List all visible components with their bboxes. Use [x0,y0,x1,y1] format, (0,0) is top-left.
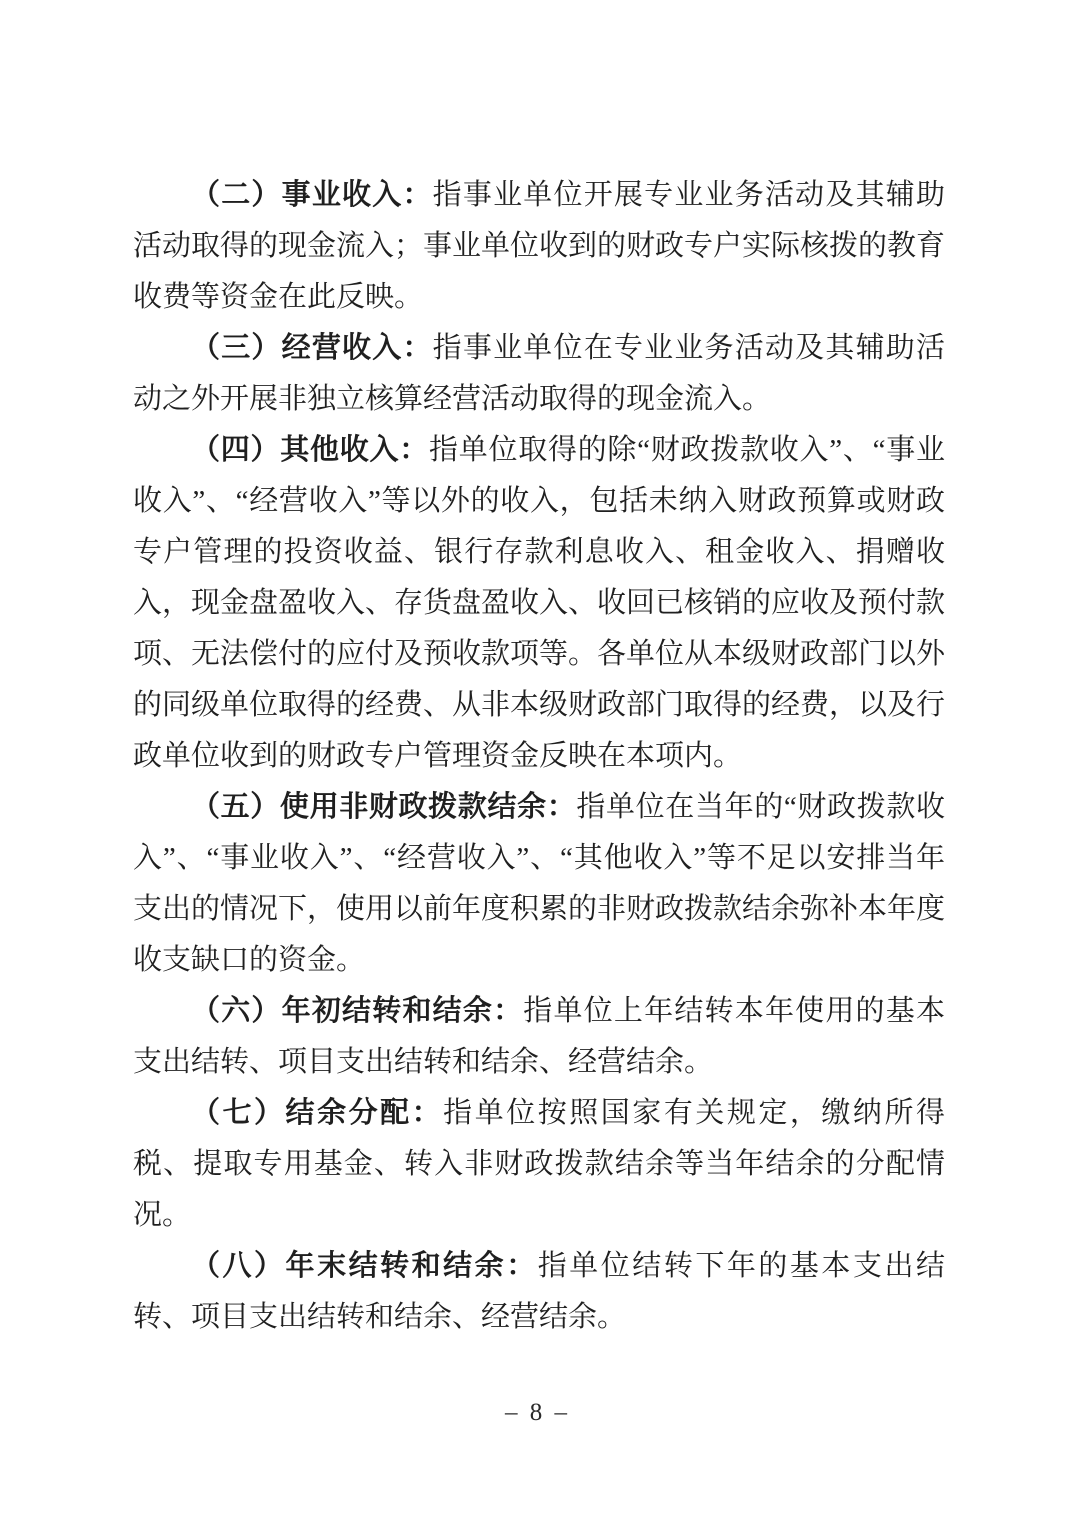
paragraph-lead: （八）年末结转和结余： [191,1250,538,1282]
paragraph-text: 指单位按照国家有关规定，缴纳所得税、提取专用基金、转入非财政拨款结余等当年结余的分配情况。 [133,1097,945,1231]
paragraph-lead: （七）结余分配： [191,1097,444,1129]
paragraph-text: 指单位上年结转本年使用的基本支出结转、项目支出结转和结余、经营结余。 [133,995,945,1078]
paragraph-text: 指事业单位在专业业务活动及其辅助活动之外开展非独立核算经营活动取得的现金流入。 [133,332,945,415]
paragraph [133,986,945,1088]
paragraph-lead: （五）使用非财政拨款结余： [191,791,577,823]
page-footer [0,1398,1075,1428]
paragraph-text: 指单位取得的除“财政拨款收入”、“事业收入”、“经营收入”等以外的收入，包括未纳入财政预算或财政专户管理的投资收益、银行存款利息收入、租金收入、捐赠收入，现金盘盈收入、存货盘盈收入、收回已核销的应收及预付款项、无法偿付的应付及预收款项等。各单位从本级财政部门以外的同级单位取得的经费、从非本级财政部门取得的经费，以及行政单位收到的财政专户管理资金反映在本项内。 [133,434,946,772]
paragraph-lead: （二）事业收入： [191,179,433,211]
paragraph-text: 指单位在当年的“财政拨款收入”、“事业收入”、“经营收入”、“其他收入”等不足以安排当年支出的情况下，使用以前年度积累的非财政拨款结余弥补本年度收支缺口的资金。 [133,791,946,976]
document-body [133,170,945,1343]
paragraph [133,1088,945,1241]
paragraph [133,323,945,425]
paragraph-lead: （三）经营收入： [191,332,433,364]
paragraph [133,170,945,323]
paragraph-lead: （四）其他收入： [191,434,429,466]
paragraph-text: 指事业单位开展专业业务活动及其辅助活动取得的现金流入；事业单位收到的财政专户实际核拨的教育收费等资金在此反映。 [133,179,946,313]
page-number: – 8 – [505,1399,570,1426]
paragraph [133,425,945,782]
paragraph [133,782,945,986]
paragraph [133,1241,945,1343]
paragraph-lead: （六）年初结转和结余： [191,995,524,1027]
paragraph-text: 指单位结转下年的基本支出结转、项目支出结转和结余、经营结余。 [133,1250,945,1333]
